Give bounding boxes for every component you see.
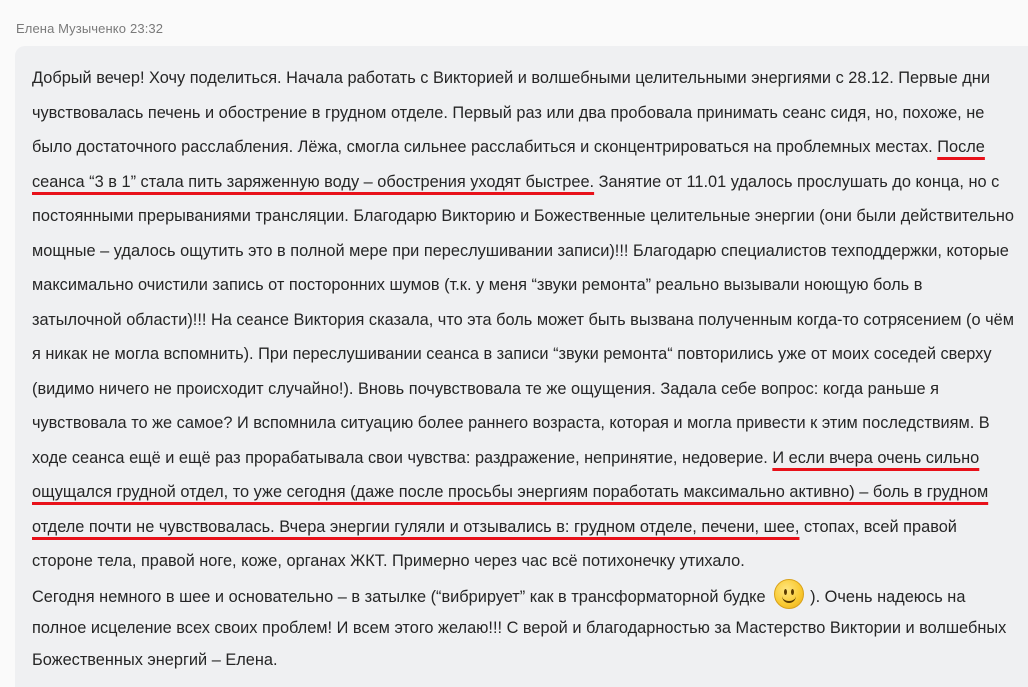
message-paragraph-1 xyxy=(32,61,1014,579)
text-segment: Добрый вечер! Хочу поделиться. Начала работать с Викторией и волшебными целительными энергиями с 28.12. Первые дни чувствовалась печень и обострение в грудном отделе. Первый раз или два пробовала принимать сеанс сидя, но, похоже, не было достаточного расслабления. Лёжа, смогла сильнее расслабиться и сконцентрироваться на проблемных местах. xyxy=(32,69,990,156)
message-time: 23:32 xyxy=(130,21,164,36)
highlighted-text: И если вчера очень сильно ощущался грудной отдел, то уже сегодня (даже после просьбы энергиям поработать максимально активно) – боль в грудном отделе почти не чувствовалась. Вчера энергии гуляли и отзывались в: грудном отделе, печени, шее, xyxy=(32,448,989,536)
smiley-emoji-icon xyxy=(774,579,804,609)
author-name: Елена Музыченко xyxy=(16,21,127,36)
highlighted-text: После сеанса “3 в 1” стала пить заряженную воду – обострения уходят быстрее. xyxy=(32,138,985,191)
text-segment: Сегодня немного в шее и основательно – в затылке (“вибрирует” как в трансформаторной будке xyxy=(32,587,771,606)
text-segment: стопах, всей правой стороне тела, правой ноге, коже, органах ЖКТ. Примерно через час всё потихонечку утихало. xyxy=(32,517,957,570)
message-paragraph-2 xyxy=(32,582,1014,677)
text-segment: ). Очень надеюсь на полное исцеление всех своих проблем! И всем этого желаю!!! С верой и благодарностью за Мастерство Виктории и волшебных Божественных энергий – Елена. xyxy=(32,587,1007,669)
message-bubble[interactable] xyxy=(15,46,1028,687)
text-segment: Занятие от 11.01 удалось прослушать до конца, но с постоянными прерываниями трансляции. Благодарю Викторию и Божественные целительные энергии (они были действительно мощные – удалось ощутить это в полной мере при переслушивании записи)!!! Благодарю специалистов техподдержки, которые максимально очистили запись от посторонних шумов (т.к. у меня “звуки ремонта” реально вызывали ноющую боль в затылочной области)!!! На сеансе Виктория сказала, что эта боль может быть вызвана полученным когда-то сотрясением (о чём я никак не могла вспомнить). При переслушивании сеанса в записи “звуки ремонта“ повторились уже от моих соседей сверху (видимо ничего не происходит случайно!). Вновь почувствовала те же ощущения. Задала себе вопрос: когда раньше я чувствовала то же самое? И вспомнила ситуацию более раннего возраста, которая и могла привести к этим последствиям. В ходе сеанса ещё и ещё раз прорабатывала свои чувства: раздражение, непринятие, недоверие. xyxy=(32,172,1014,467)
message-header xyxy=(16,21,167,36)
